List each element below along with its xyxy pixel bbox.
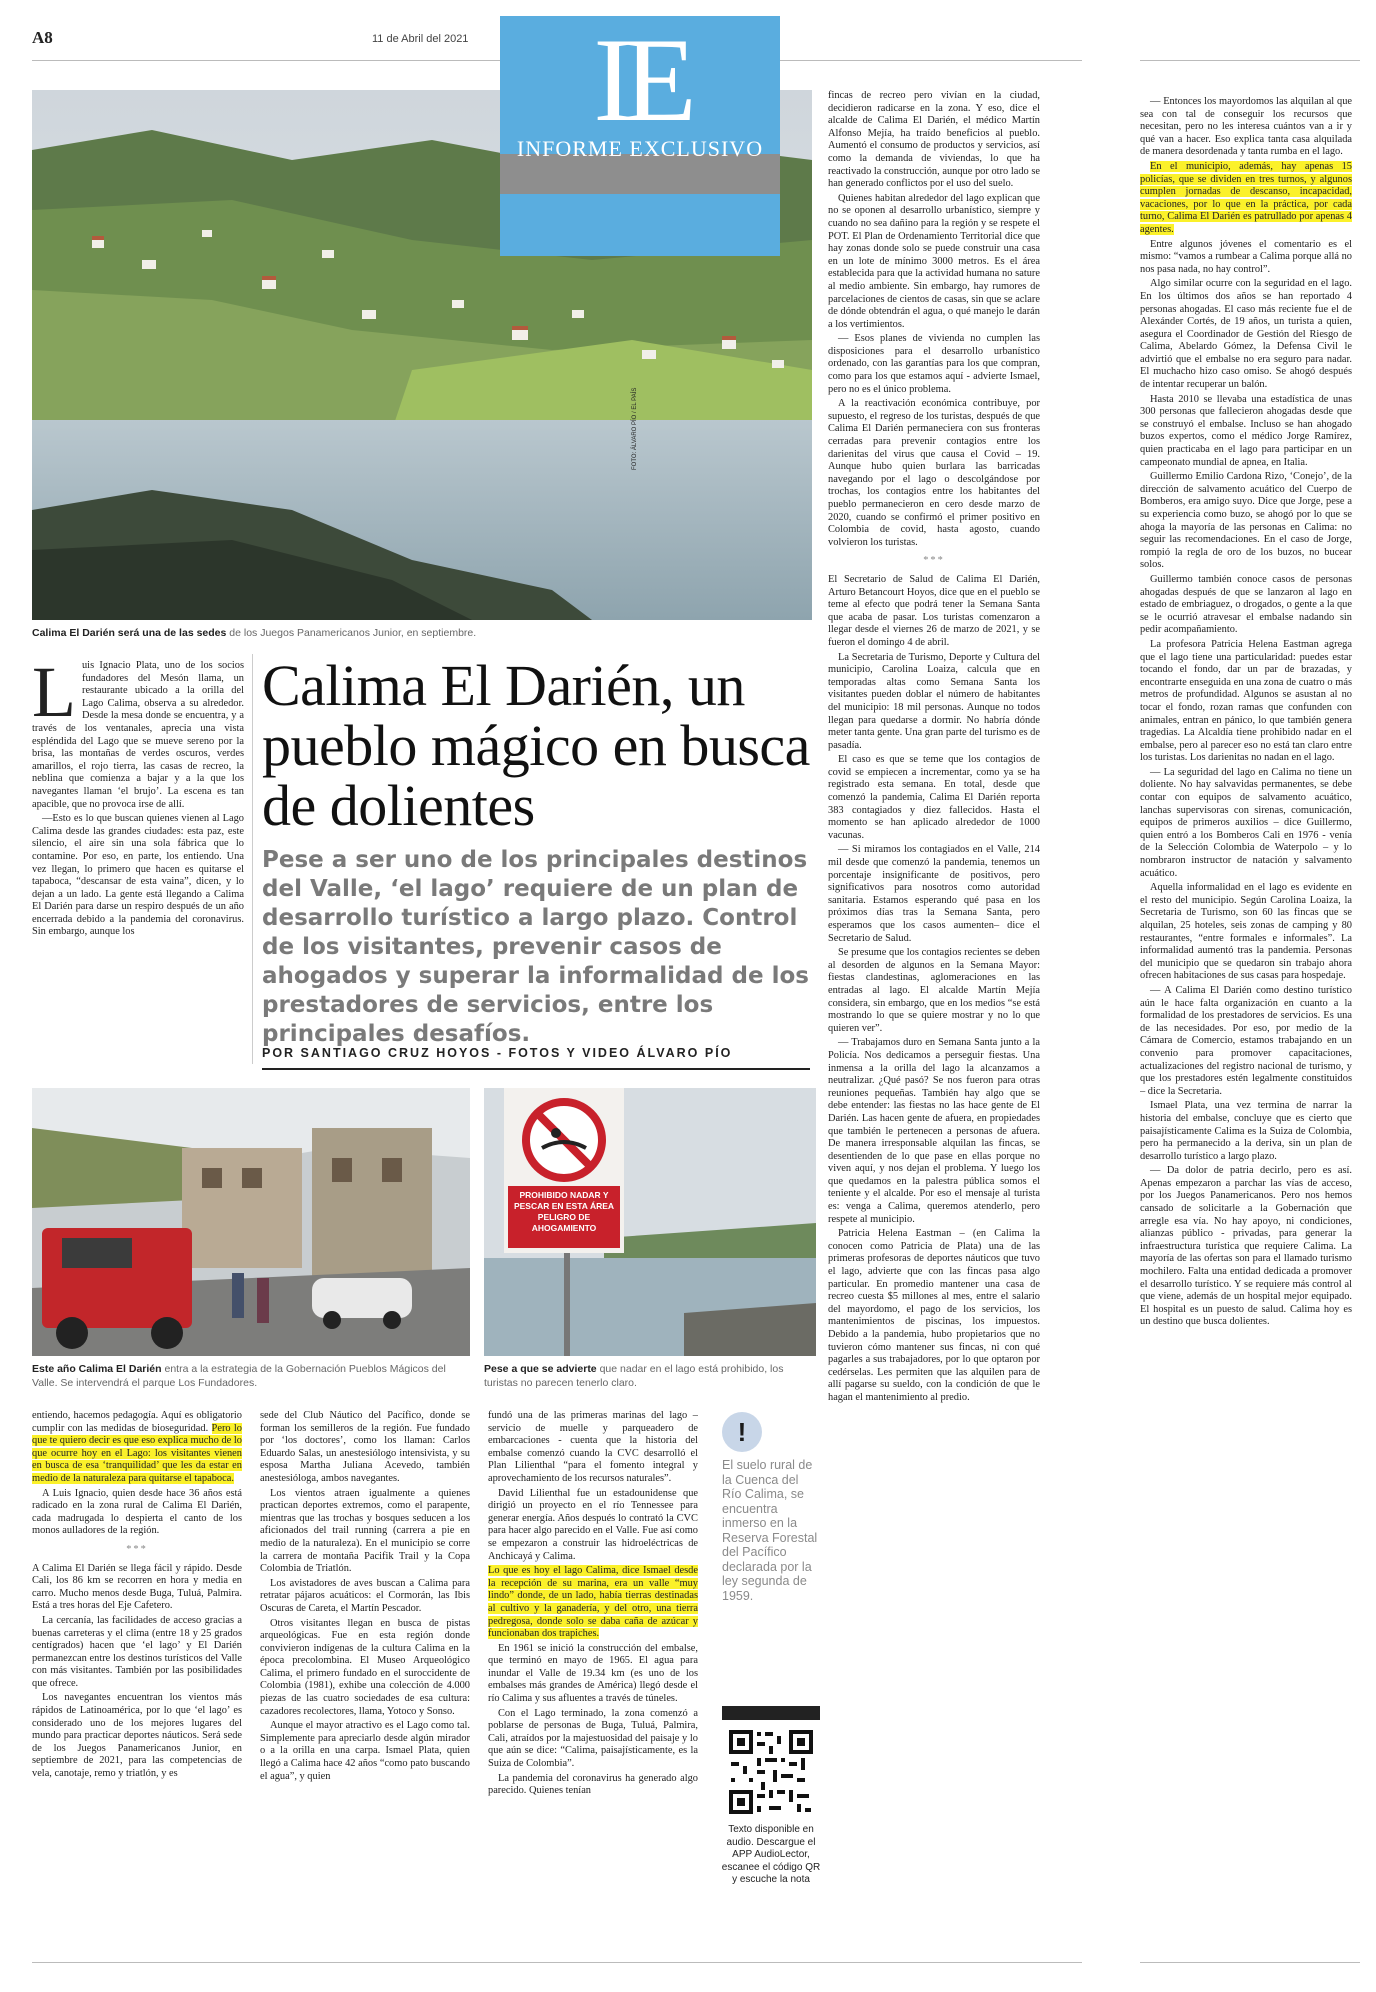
footer-rule-right	[1140, 1962, 1360, 1963]
header-rule-right	[1140, 60, 1360, 61]
footer-rule	[32, 1962, 1082, 1963]
qr-code[interactable]	[727, 1728, 815, 1816]
sidebar-note: El suelo rural de la Cuenca del Río Calima, se encuentra inmerso en la Reserva Forestal del Pacífico declarada por la ley segunda de 1959.	[722, 1458, 818, 1603]
qr-code-icon	[727, 1728, 815, 1816]
dek: Pese a ser uno de los principales destinos del Valle, ‘el lago’ requiere de un plan de desarrollo turístico a largo plazo. Control de los visitantes, prevenir casos de ahogados y superar la informalidad de los prestadores de servicios, entre los principales desafíos.	[262, 847, 809, 1047]
bottom-column-3: fundó una de las primeras marinas del lago – servicio de muelle y parqueadero de embarcaciones - cuenta que la historia del embalse comenzó cuando la CVC desarrolló el Plan Lilienthal “para el fomento integral y aprovechamiento de los recursos naturales”. David Lilienthal fue un estadounidense que dirigió un proyecto en el río Tennessee para generar energía. Años después lo contrató la CVC para hacer algo parecido en el Valle. Fue así como se empezaron a construir las hidroeléctricas de Anchicayá y Calima. Lo que es hoy el lago Calima, dice Ismael desde la recepción de su marina, era un valle “muy lindo” donde, de un lado, había tierras destinadas al cultivo y la ganadería, y del otro, una tierra pedregosa, donde solo se daba caña de azúcar y funcionaban dos trapiches. En 1961 se inició la construcción del embalse, que terminó en mayo de 1965. El agua para inundar el Valle de 19.34 km (es uno de los embalses más grandes de América) llegó desde el río Calima y sus afluentes a través de túneles. Con el Lago terminado, la zona comenzó a poblarse de personas de Buga, Tuluá, Palmira, Cali, atraídos por la majestuosidad del paisaje y lo que aún se dice: “Calima, paisajísticamente, es la Suiza de Colombia”. La pandemia del coronavirus ha generado algo parecido. Quienes tenían	[488, 1410, 698, 1797]
headline: Calima El Darién, un pueblo mágico en busca de dolientes	[262, 653, 810, 838]
sign-text: PROHIBIDO NADAR Y PESCAR EN ESTA ÁREA PELIGRO DE AHOGAMIENTO	[513, 1190, 615, 1233]
info-icon: !	[722, 1412, 762, 1452]
town-photo	[32, 1088, 470, 1356]
byline-rule	[262, 1068, 810, 1070]
sign-photo-caption: Pese a que se advierte que nadar en el lago está prohibido, los turistas no parecen tenerlo claro.	[484, 1363, 784, 1389]
qr-instructions: Texto disponible en audio. Descargue el APP AudioLector, escanee el código QR y escuche la nota	[721, 1824, 821, 1885]
column-divider	[252, 654, 253, 1064]
highlight-police: En el municipio, además, hay apenas 15 policías, que se dividen en tres turnos, y algunos cumplen jornadas de descanso, incapacidad, vacaciones, por lo que en la práctica, por cada turno, Calima El Darién es patrullado por apenas 4 agentes.	[1140, 160, 1352, 235]
main-photo-caption: Calima El Darién será una de las sedes de los Juegos Panamericanos Junior, en septiembre.	[32, 627, 477, 639]
byline: POR SANTIAGO CRUZ HOYOS - FOTOS Y VIDEO ÁLVARO PÍO	[262, 1046, 733, 1060]
bottom-column-2: sede del Club Náutico del Pacífico, donde se forman los semilleros de la región. Fue fundado por ‘los doctores’, como los llaman: Carlos Eduardo Salas, un anestesiólogo intensivista, y su esposa Martha Juliana Acevedo, también anestesióloga, ambos navegantes. Los vientos atraen igualmente a quienes practican deportes extremos, como el parapente, mientras que las trochas y bosques seducen a los aficionados del trail running (carrera a pie en medio de la naturaleza). En el municipio se corre la carrera de montaña Pacifik Trail y la Copa Colombia de Triatlón. Los avistadores de aves buscan a Calima para retratar pájaros acuáticos: el Cormorán, las Ibis Oscuras de Careta, el Martín Pescador. Otros visitantes llegan en busca de pistas arqueológicas. Fue en esta región donde convivieron indígenas de la cultura Calima en la época precolombina. El Museo Arqueológico Calima, el primero fundado en el suroccidente de Colombia (1981), exhibe una colección de 4.000 piezas de las cuatro sociedades de esa cultura: cazadores recolectores, llama, Yotoco y Sonso. Aunque el mayor atractivo es el Lago como tal. Simplemente para apreciarlo desde algún mirador o a la orilla en una carpa. Ismael Plata, quien llegó a Calima hace 42 años “como pato buscando el agua”, y quien	[260, 1410, 470, 1782]
qr-top-bar	[722, 1706, 820, 1720]
page-date: 11 de Abril del 2021	[372, 33, 469, 45]
brand-subtitle: INFORME EXCLUSIVO	[516, 136, 764, 161]
photo-credit: FOTO: ÁLVARO PÍO / EL PAÍS	[632, 387, 638, 470]
town-photo-caption: Este año Calima El Darién entra a la estrategia de la Gobernación Pueblos Mágicos del Valle. Se intervendrá el parque Los Fundadores.	[32, 1363, 446, 1389]
brand-block	[500, 13, 780, 256]
middle-column: fincas de recreo pero vivían en la ciudad, decidieron radicarse en la zona. Y eso, dice el alcalde de Calima El Darién, el médico Martín Alfonso Mejía, ha traído beneficios al pueblo. Aumentó el consumo de productos y servicios, así como la demanda de viviendas, lo que ha reactivado la construcción, aunque por otro lado se han generado conflictos por el uso del suelo. Quienes habitan alrededor del lago explican que no se oponen al desarrollo urbanístico, siempre y cuando no sea dañino para la región y se respete el POT. El Plan de Ordenamiento Territorial dice que hay zonas donde solo se puede construir una casa en un lote de mínimo 3000 metros. Es el área establecida para que la actividad humana no sature al medio ambiente. Sin embargo, hay rumores de parcelaciones de cientos de casas, sin que se aclare de dónde obtendrán el agua, o qué manejo le darán a los vertimientos. — Esos planes de vivienda no cumplen las disposiciones para el desarrollo urbanístico ordenado, con las garantías para los que compran, como para los que estamos aquí - advierte Ismael, pero no es el único problema. A la reactivación económica contribuye, por supuesto, el regreso de los turistas, después de que Calima El Darién permaneciera con sus fronteras cerradas para prevenir contagios entre los darienitas del virus que causa el Covid – 19. Aunque hubo quien burlara las barricadas navegando por el lago o descolgándose por trochas, los contagios entre los habitantes del pueblo permanecieron en cero desde marzo de 2020, cuando se confirmó el primer positivo en Colombia de covid, hasta agosto, cuando volvieron los turistas. *** El Secretario de Salud de Calima El Darién, Arturo Betancourt Hoyos, dice que en el pueblo se teme al efecto que podrá tener la Semana Santa que acaba de pasar. Los turistas comenzaron a llegar desde el viernes 26 de marzo de 2021, y se fueron el domingo 4 de abril. La Secretaria de Turismo, Deporte y Cultura del municipio, Carolina Loaiza, calcula que en temporadas altas como Semana Santa los visitantes pueden doblar el número de habitantes del municipio: 18 mil personas. Aunque no todos llegan para quedarse a dormir. No habría dónde meter tanta gente. Una gran parte del turismo es de pasadía. El caso es que se teme que los contagios de covid se empiecen a incrementar, como ya se ha registrado esta semana. En total, desde que comenzó la pandemia, Calima El Darién reporta 383 contagiados y diez fallecidos. Hasta el momento se han aplicado alrededor de 1000 vacunas. — Si miramos los contagiados en el Valle, 214 mil desde que comenzó la pandemia, tenemos un porcentaje insignificante de positivos, pero significativos para nosotros como autoridad sanitaria. Estamos esperando qué pasa en los próximos días tras la Semana Santa, pero esperamos que los casos aumenten– dice el Secretario de Salud. Se presume que los contagios recientes se deben al desorden de algunos en la Semana Mayor: fiestas clandestinas, aglomeraciones en las entradas al lago. El alcalde Martín Mejía considera, sin embargo, que en los medios “se está mostrando lo que se quiere mostrar y no lo que quieren ver”. — Trabajamos duro en Semana Santa junto a la Policía. Nos dedicamos a perseguir fiestas. Una inmensa a la orilla del lago la alcanzamos a neutralizar. ¿Qué pasó? Se nos fueron para otras reuniones pequeñas. También hay algo que se debe entender: las fiestas no las hace gente de El Darién. Las hacen gente de afuera, en propiedades que también le pertenecen a personas de afuera. De manera irresponsable alquilan las fincas, se desentienden de lo que pase en ellas porque no viven aquí, y nos dejan el problema. Y luego los que quedamos en la palestra pública somos el teniente y el alcalde. Por eso el mensaje al turista es: venga a Calima, queremos atenderlo, pero respete al municipio. Patricia Helena Eastman – (en Calima la conocen como Patricia de Plata) una de las primeras profesoras de deportes náuticos que tuvo el lago, advierte que con las fincas pasa algo particular. En promedio mantener una casa de recreo cuesta $5 millones al mes, entre el salario del mayordomo, el pago de los servicios, los mantenimientos de piscinas, los impuestos. Debido a la pandemia, hubo propietarios que no tuvieron cómo mantener sus fincas, ni con qué pagarles a sus trabajadores, por lo que optaron por cedérselas. Les permiten que las alquilen para de allí pagarse su sueldo, con la condición de que le hagan el mantenimiento al predio.	[828, 90, 1040, 1403]
bottom-column-1: entiendo, hacemos pedagogía. Aquí es obligatorio cumplir con las medidas de bioseguridad. Pero lo que te quiero decir es que eso explica mucho de lo que ocurre hoy en el Lago: los visitantes vienen en busca de esa ‘tranquilidad’ que les da estar en medio de la naturaleza para quitarse el tapaboca. A Luis Ignacio, quien desde hace 36 años está radicado en la zona rural de Calima El Darién, cada madrugada lo despierta el canto de los monos aulladores de la región. *** A Calima El Darién se llega fácil y rápido. Desde Cali, los 86 km se recorren en hora y media en carro. Mucho menos desde Buga, Tuluá, Palmira. Está a tres horas del Eje Cafetero. La cercanía, las facilidades de acceso gracias a buenas carreteras y el clima (entre 18 y 25 grados centígrados) hacen que ‘el lago’ y El Darién permanezcan entre los destinos turísticos del Valle con más visitantes. También por las posibilidades que ofrece. Los navegantes encuentran los vientos más rápidos de Latinoamérica, por lo que ‘el lago’ es considerado uno de los mejores lugares del mundo para practicar deportes náuticos. Será sede de los Juegos Panamericanos Junior, en septiembre de 2021, para las competencias de vela, canotaje, remo y triatlón, y es	[32, 1410, 242, 1780]
right-column: — Entonces los mayordomos las alquilan al que sea con tal de conseguir los recursos que necesitan, pero no les interesa cuántos van a ir y qué van a hacer. Eso explica tanta casa alquilada de manera desordenada y tanta rumba en el lago. En el municipio, además, hay apenas 15 policías, que se dividen en tres turnos, y algunos cumplen jornadas de descanso, incapacidad, vacaciones, por lo que en la práctica, por cada turno, Calima El Darién es patrullado por apenas 4 agentes. Entre algunos jóvenes el comentario es el mismo: “vamos a rumbear a Calima porque allá no nos pasa nada, no hay control”. Algo similar ocurre con la seguridad en el lago. En los últimos dos años se han reportado 4 personas ahogadas. El caso más reciente fue el de Alexánder Cortés, de 19 años, un turista a quien, asegura el Coordinador de Gestión del Riesgo de Calima, Abelardo Gómez, la Defensa Civil le advirtió que el embalse no era seguro para nadar. El muchacho hizo caso omiso. Se ahogó después de intentar recuperar un balón. Hasta 2010 se llevaba una estadística de unas 300 personas que fallecieron ahogadas desde que se construyó el embalse. Incluso se han ahogado buzos expertos, como el médico Jorge Ramírez, quien practicaba en el lago para participar en un campeonato mundial de apnea, en Italia. Guillermo Emilio Cardona Rizo, ‘Conejo’, de la dirección de salvamento acuático del Cuerpo de Bomberos, era amigo suyo. Dice que Jorge, pese a su experiencia como buzo, se ahogó por lo que se ahoga la mayoría de las personas en Calima: no seguir las recomendaciones. En el caso de Jorge, rompió la regla de oro de los buzos, no bucear solos. Guillermo también conoce casos de personas ahogadas después de que se lanzaron al lago en estado de embriaguez, o drogados, o gente a la que se le ocurrió atravesar el embalse nadando sin pedir acompañamiento. La profesora Patricia Helena Eastman agrega que el lago tiene una particularidad: puedes estar tocando el fondo, dar un par de brazadas, y encontrarte enseguida en una zona de cuatro o más metros de profundidad. Algunos se asustan al no tocar el fondo, rozan ramas que confunden con animales, entran en pánico, lo que también genera tragedias. La Alcaldía tiene prohibido nadar en el embalse, pero al parecer eso no está tan claro entre los turistas. Los darienitas no nadan en el lago. — La seguridad del lago en Calima no tiene un doliente. No hay salvavidas permanentes, se debe contar con equipos de salvamento acuático, lanchas supervisoras con sirenas, comunicación, equipos de primeros auxilios – dice Guillermo, quien entró a los Bomberos Cali en 1976 - venía de la Selección Colombia de Waterpolo – y lo nombraron instructor de natación y salvamento acuático. Aquella informalidad en el lago es evidente en el resto del municipio. Según Carolina Loaiza, la Secretaria de Turismo, son 60 las fincas que se alquilan, 25 hoteles, seis zonas de camping y 80 restaurantes, “entre formales e informales”. La informalidad aumentó tras la pandemia. Personas del municipio que se quedaron sin trabajo ahora ofrecen habitaciones de sus casas para hospedaje. — A Calima El Darién como destino turístico aún le hace falta organización en cuanto a la formalidad de los prestadores de servicios. Es una de las necesidades. Por eso, por medio de la Cámara de Comercio, estamos trabajando en un convenio para promover capacitaciones, actualizaciones del registro nacional de turismo, y que los prestadores estén legalmente constituidos – dice la Secretaria. Ismael Plata, una vez termina de narrar la historia del embalse, concluye que es cierto que paisajísticamente Calima es la Suiza de Colombia, pero ha permanecido a la deriva, sin un plan de desarrollo turístico a largo plazo. — Da dolor de patria decirlo, pero es así. Apenas empezaron a parchar las vías de acceso, por los Juegos Panamericanos. Pero nos hemos cansado de solicitarle a la Gobernación que arregle esa vía. No hay apoyo, ni condiciones, alianzas público - privadas, para generar la infraestructura turística que requiere Calima. La mayoría de las ofertas son para el llamado turismo mochilero. Falta una entidad dedicada a promover el desarrollo turístico. Y se requiere más control al que viene, además de un hospital mejor equipado. El hospital es un puesto de salud. Calima hoy es un destino que busca dolientes.	[1140, 96, 1352, 1328]
drop-cap: L	[32, 660, 76, 732]
intro-column: Luis Ignacio Plata, uno de los socios fundadores del Mesón llama, un restaurante ubicado a la orilla del Lago Calima, observa a su alrededor. Desde la mesa donde se encuentra, y a través de los ventanales, aprecia una vista espléndida del Lago que se mueve sereno por la brisa, las montañas de verdes oscuros, verdes amarillos, el rojo tierra, las casas de recreo, la neblina que comienza a bajar y a la que los navegantes llaman ‘el brujo’. La escena es tan apacible, que no provoca irse de allí. —Esto es lo que buscan quienes vienen al Lago Calima desde las grandes ciudades: esta paz, este silencio, el aire sin una sola fábrica que lo contamine. Por eso, en parte, los entiendo. Una vez llegan, lo primero que hacen es quitarse el tapaboca, “descansar de esta vaina”, dicen, y lo dejan a un lado. La gente está llegando a Calima El Darién para darse un respiro después de un año encerrada debido a la pandemia del coronavirus. Sin embargo, aunque los	[32, 660, 244, 938]
town-street-image	[32, 1088, 470, 1356]
brand-logo: IE	[593, 13, 687, 146]
highlight-quote: Pero lo que te quiero decir es que eso explica mucho de lo que ocurre hoy en el Lago: los visitantes vienen en busca de esa ‘tranquilidad’ que les da estar en medio de la naturaleza para quitarse el tapaboca.	[32, 1422, 242, 1484]
sign-photo	[484, 1088, 816, 1356]
highlight-lago: Lo que es hoy el lago Calima, dice Ismael desde la recepción de su marina, era un valle “muy lindo” donde, de un lado, había tierras destinadas al cultivo y la ganadería, y del otro, una tierra pedregosa, donde solo se daba caña de azúcar y funcionaban dos trapiches.	[488, 1565, 698, 1640]
page-number: A8	[32, 28, 53, 47]
